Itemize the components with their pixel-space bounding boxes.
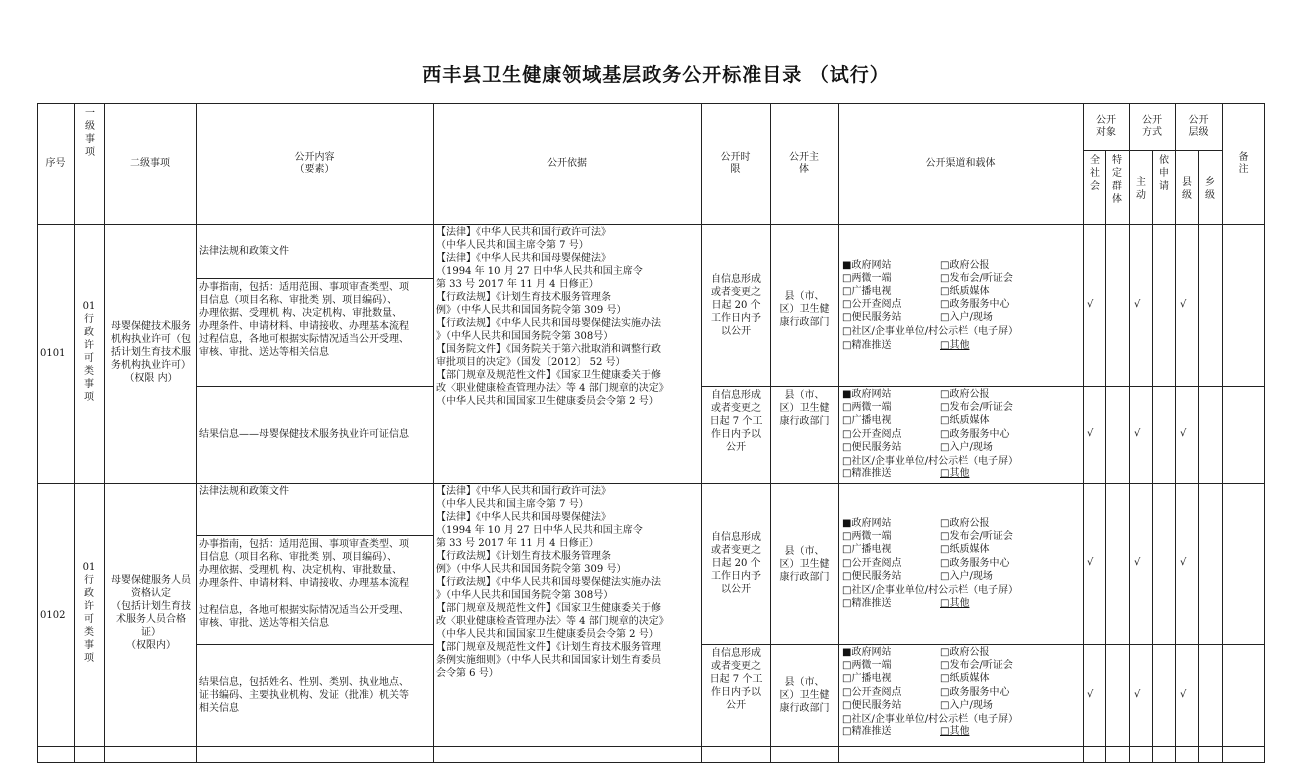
channel-item[interactable]: ■政府网站: [842, 389, 892, 400]
channel-item[interactable]: □政府公报: [940, 647, 990, 658]
row-content-laws: 法律法规和政策文件: [199, 246, 289, 257]
channel-item[interactable]: □便民服务站: [842, 442, 902, 453]
check-mark: √: [1087, 557, 1094, 568]
channel-item[interactable]: ■政府网站: [842, 647, 892, 658]
channel-item[interactable]: □入户/现场: [940, 442, 993, 453]
row-seq: 0102: [40, 610, 66, 621]
channel-item[interactable]: □广播电视: [842, 286, 892, 297]
channel-item[interactable]: □公开查阅点: [842, 558, 902, 569]
channel-item[interactable]: □政府公报: [940, 389, 990, 400]
row-level1: 01行政许可类事项: [82, 562, 96, 664]
header-mode-active: 主动: [1136, 177, 1146, 201]
page-title: 西丰县卫生健康领域基层政务公开标准目录 （试行）: [422, 64, 890, 86]
check-mark: √: [1180, 428, 1187, 439]
channel-item[interactable]: □精准推送: [842, 598, 892, 609]
row-content-result: 结果信息，包括姓名、性别、类别、执业地点、 证书编码、主要执业机构、发证（批准）机关等 相关信息: [199, 677, 409, 714]
channel-item[interactable]: □广播电视: [842, 673, 892, 684]
channel-item[interactable]: □两微一端: [842, 660, 892, 671]
header-mode-request: 依申请: [1159, 155, 1169, 192]
check-mark: √: [1134, 689, 1141, 700]
channel-item[interactable]: □政府公报: [940, 260, 990, 271]
channel-item-other[interactable]: □其他: [940, 468, 970, 479]
header-target-all: 全社会: [1090, 155, 1100, 192]
row-level1: 01行政许可类事项: [82, 301, 96, 403]
row-basis: 【法律】《中华人民共和国行政许可法》 （中华人民共和国主席令第 7 号） 【法律】《中华人民共和国母婴保健法》 （1994 年 10 月 27 日中华人民共和国主席令 第 33 号 2017 年 11 月 4 日修正） 【行政法规】《计划生育技术服务管理条 例》（中华人民共和国国务院令第 309 号） 【行政法规】《中华人民共和国母婴保健法实施办法 》（中华人民共和国国务院令第 308号） 【部门规章及规范性文件】《国家卫生健康委关于修 改〈职业健康检查管理办法〉等 4 部门规章的决定》 （中华人民共和国国家卫生健康委员会令第 2 号） 【部门规章及规范性文件】《计划生育技术服务管理 条例实施细则》（中华人民共和国国家计划生育委员 会令第 6 号）: [436, 486, 669, 679]
row-time-limit-result: 自信息形成 或者变更之 日起 7 个工 作日内予以 公开: [709, 390, 763, 453]
channel-item[interactable]: □政府公报: [940, 518, 990, 529]
channel-item[interactable]: ■政府网站: [842, 260, 892, 271]
check-mark: √: [1134, 557, 1141, 568]
row-time-limit: 自信息形成 或者变更之 日起 20 个 工作日内予 以公开: [711, 532, 761, 595]
channel-item[interactable]: □发布会/听证会: [940, 660, 1013, 671]
row-level2: 母婴保健技术服务 机构执业许可（包 括计划生育技术服 务机构执业许可） （权限 内）: [111, 321, 191, 384]
channel-item[interactable]: □精准推送: [842, 726, 892, 737]
header-level: 公开 层级: [1188, 114, 1209, 138]
header-content: 公开内容 （要素）: [294, 151, 335, 175]
row-content-guide: 办事指南，包括：适用范围、事项审查类型、项 目信息（项目名称、审批类 别、项目编码）、 办理依据、受理机 构、决定机构、审批数量、 办理条件、申请材料、申请接收、办理基本流程: [199, 539, 409, 589]
channel-item[interactable]: □社区/企事业单位/村公示栏（电子屏）: [842, 714, 1019, 725]
channel-item[interactable]: □政务服务中心: [940, 558, 1010, 569]
check-mark: √: [1087, 428, 1094, 439]
header-seq: 序号: [45, 157, 66, 169]
channel-item[interactable]: □纸质媒体: [940, 673, 990, 684]
channel-item[interactable]: □广播电视: [842, 415, 892, 426]
header-time-limit: 公开时 限: [720, 151, 751, 175]
channel-item[interactable]: □发布会/听证会: [940, 402, 1013, 413]
channel-item[interactable]: □精准推送: [842, 468, 892, 479]
check-mark: √: [1087, 299, 1094, 310]
row-time-limit-result: 自信息形成 或者变更之 日起 7 个工 作日内予以 公开: [709, 648, 763, 711]
row-time-limit: 自信息形成 或者变更之 日起 20 个 工作日内予 以公开: [711, 274, 761, 337]
channel-item[interactable]: □两微一端: [842, 402, 892, 413]
channel-item[interactable]: □公开查阅点: [842, 687, 902, 698]
row-content-guide: 办事指南，包括：适用范围、事项审查类型、项 目信息（项目名称、审批类 别、项目编码）、 办理依据、受理机 构、决定机构、审批数量、 办理条件、申请材料、申请接收、办理基本流程 过程信息，各地可根据实际情况适当公开受理、 审核、审批、送达等相关信息: [199, 282, 409, 358]
channel-item[interactable]: □公开查阅点: [842, 299, 902, 310]
header-remark: 备 注: [1238, 151, 1249, 175]
channel-item[interactable]: □两微一端: [842, 531, 892, 542]
header-basis: 公开依据: [547, 157, 587, 169]
channel-item[interactable]: □纸质媒体: [940, 544, 990, 555]
check-mark: √: [1134, 428, 1141, 439]
row-level2: 母婴保健服务人员 资格认定 （包括计划生育技 术服务人员合格 证） （权限内）: [111, 575, 191, 651]
row-basis: 【法律】《中华人民共和国行政许可法》 （中华人民共和国主席令第 7 号） 【法律】《中华人民共和国母婴保健法》 （1994 年 10 月 27 日中华人民共和国主席令 第 33 号 2017 年 11 月 4 日修正） 【行政法规】《计划生育技术服务管理条 例》（中华人民共和国国务院令第 309 号） 【行政法规】《中华人民共和国母婴保健法实施办法 》（中华人民共和国国务院令第 308号） 【国务院文件】《国务院关于第六批取消和调整行政 审批项目的决定》（国发〔2012〕 52 号） 【部门规章及规范性文件】《国家卫生健康委关于修 改〈职业健康检查管理办法〉等 4 部门规章的决定》 （中华人民共和国国家卫生健康委员会令第 2 号）: [436, 227, 669, 407]
header-level-county: 县级: [1182, 177, 1192, 201]
row-subject-result: 县（市、 区）卫生健 康行政部门: [779, 677, 830, 714]
channel-item[interactable]: □发布会/听证会: [940, 531, 1013, 542]
channel-item[interactable]: □纸质媒体: [940, 286, 990, 297]
channel-item[interactable]: □社区/企事业单位/村公示栏（电子屏）: [842, 326, 1019, 337]
header-level2: 二级事项: [130, 157, 170, 169]
header-level-town: 乡级: [1205, 177, 1215, 201]
channel-item[interactable]: □社区/企事业单位/村公示栏（电子屏）: [842, 585, 1019, 596]
row-seq: 0101: [40, 348, 66, 359]
channel-item[interactable]: □发布会/听证会: [940, 273, 1013, 284]
channel-item[interactable]: □纸质媒体: [940, 415, 990, 426]
channel-item[interactable]: □入户/现场: [940, 571, 993, 582]
check-mark: √: [1180, 689, 1187, 700]
row-content-laws: 法律法规和政策文件: [199, 486, 289, 497]
channel-item-other[interactable]: □其他: [940, 340, 970, 351]
check-mark: √: [1180, 557, 1187, 568]
channel-item[interactable]: □两微一端: [842, 273, 892, 284]
header-mode: 公开 方式: [1142, 114, 1162, 138]
check-mark: √: [1087, 689, 1094, 700]
channel-item[interactable]: □政务服务中心: [940, 299, 1010, 310]
channel-item[interactable]: □精准推送: [842, 340, 892, 351]
channel-item[interactable]: □广播电视: [842, 544, 892, 555]
channel-item[interactable]: □便民服务站: [842, 571, 902, 582]
check-mark: √: [1134, 299, 1141, 310]
channel-item[interactable]: □政务服务中心: [940, 687, 1010, 698]
channel-item[interactable]: □社区/企事业单位/村公示栏（电子屏）: [842, 456, 1019, 467]
channel-item[interactable]: □公开查阅点: [842, 429, 902, 440]
channel-item[interactable]: □政务服务中心: [940, 429, 1010, 440]
header-subject: 公开主 体: [789, 151, 819, 175]
channel-item[interactable]: □入户/现场: [940, 700, 993, 711]
row-subject: 县（市、 区）卫生健 康行政部门: [779, 291, 830, 328]
channel-item[interactable]: □便民服务站: [842, 312, 902, 323]
check-mark: √: [1180, 299, 1187, 310]
row-subject-result: 县（市、 区）卫生健 康行政部门: [779, 390, 830, 427]
header-target-group: 特定群体: [1112, 155, 1122, 205]
channel-item[interactable]: □便民服务站: [842, 700, 902, 711]
channel-item[interactable]: ■政府网站: [842, 518, 892, 529]
header-target: 公开 对象: [1096, 114, 1116, 138]
row-content-process: 过程信息，各地可根据实际情况适当公开受理、 审核、审批、送达等相关信息: [199, 605, 409, 629]
channel-item[interactable]: □入户/现场: [940, 312, 993, 323]
header-level1: 一级事项: [85, 108, 95, 158]
header-channels: 公开渠道和载体: [925, 157, 996, 169]
channel-item-other[interactable]: □其他: [940, 726, 970, 737]
row-subject: 县（市、 区）卫生健 康行政部门: [779, 546, 830, 583]
row-content-result: 结果信息——母婴保健技术服务执业许可证信息: [199, 429, 409, 440]
channel-item-other[interactable]: □其他: [940, 598, 970, 609]
